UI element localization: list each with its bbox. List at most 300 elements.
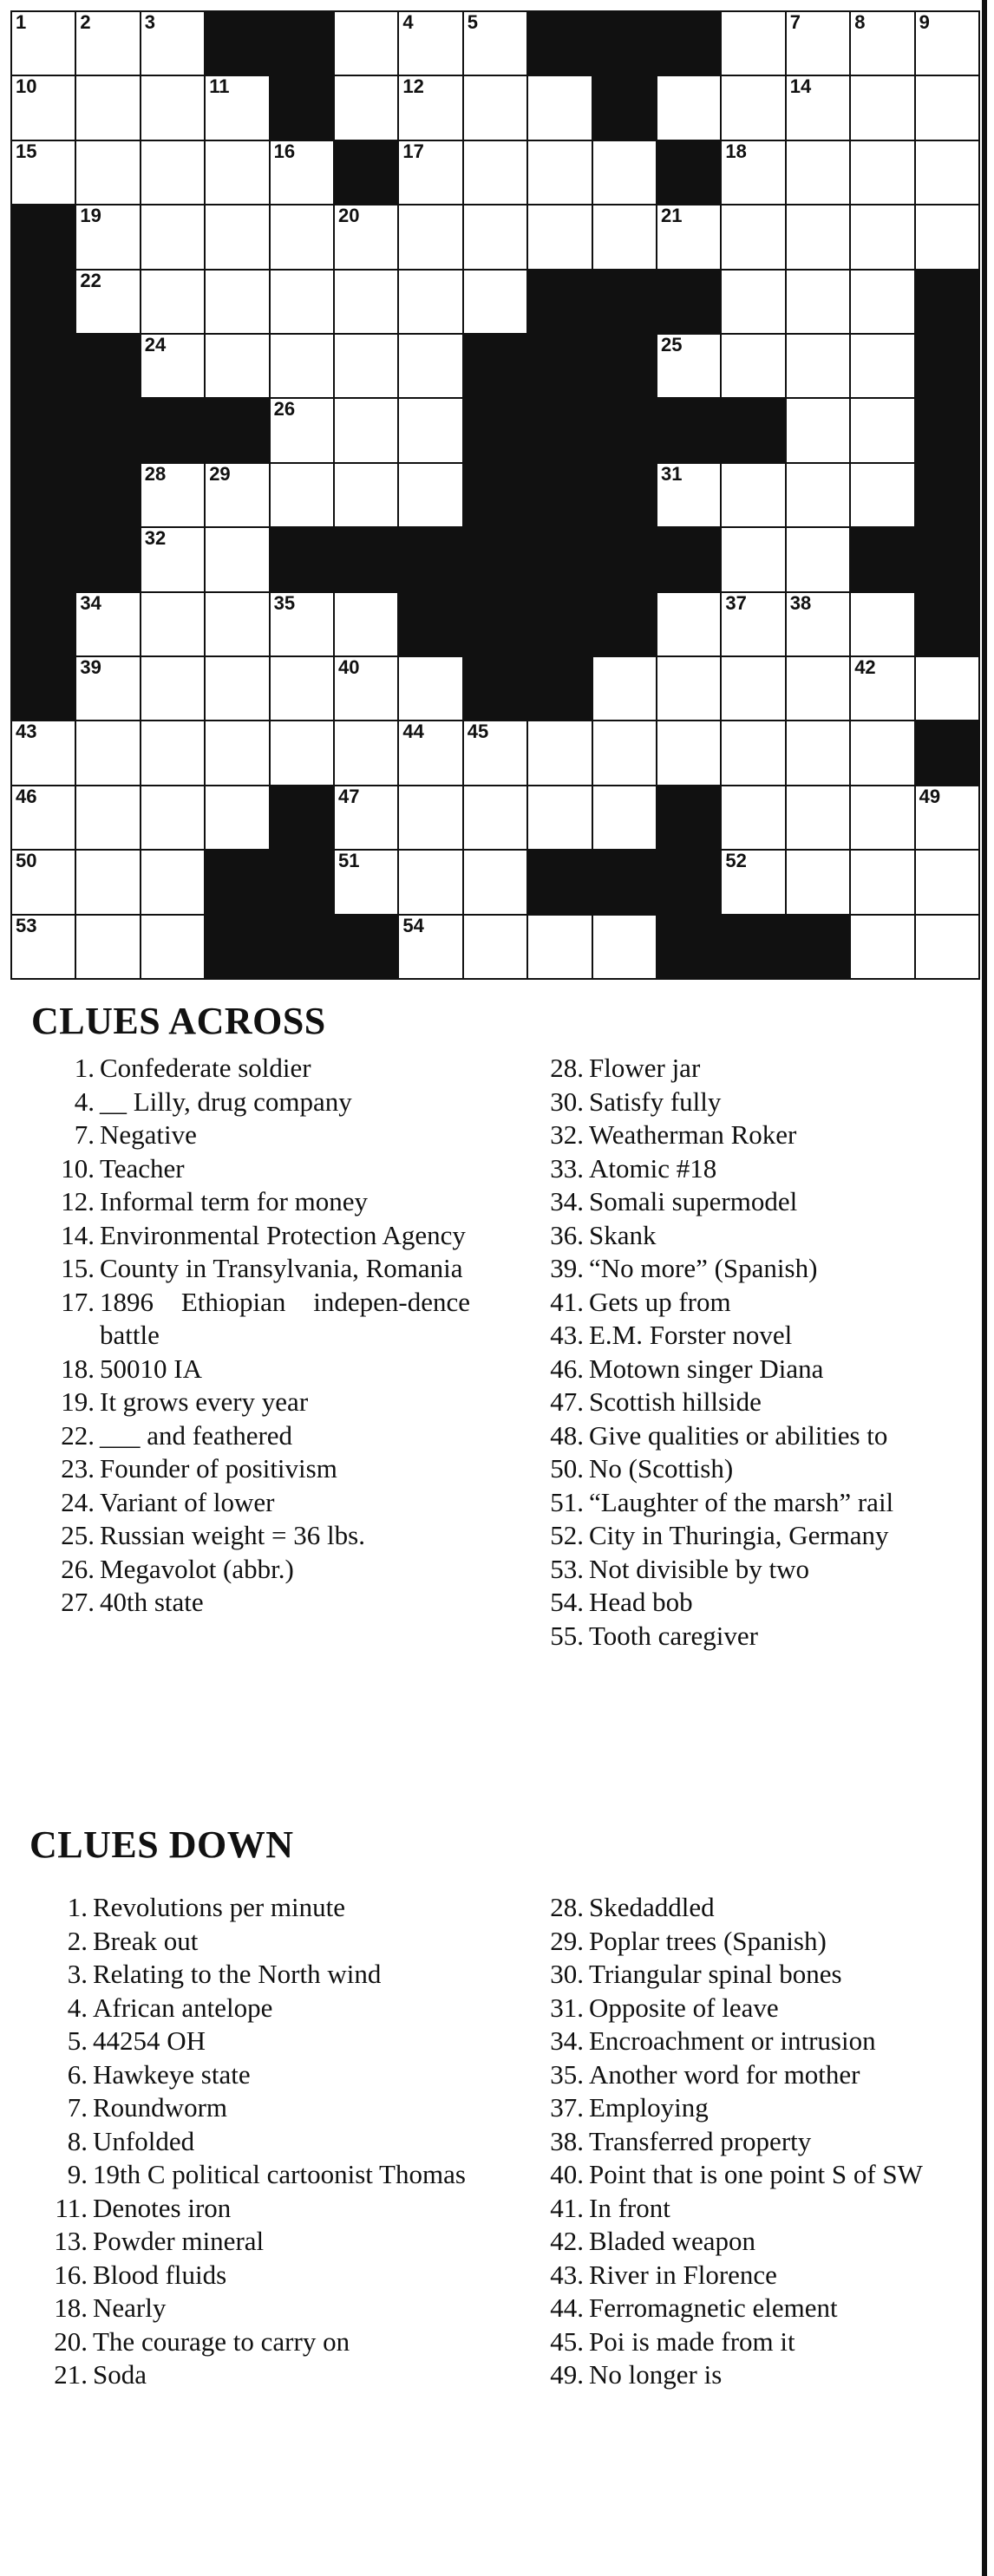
grid-cell[interactable] xyxy=(851,335,913,397)
clue-item xyxy=(520,1086,976,1119)
clue-number-label: 28. xyxy=(550,1053,584,1083)
clue-item xyxy=(24,2192,470,2226)
clue-number: 29 xyxy=(209,462,231,485)
grid-block xyxy=(335,916,397,978)
grid-cell[interactable] xyxy=(851,721,913,784)
grid-cell[interactable] xyxy=(76,851,139,913)
grid-cell[interactable] xyxy=(851,786,913,849)
grid-cell[interactable] xyxy=(76,721,139,784)
grid-block xyxy=(593,464,656,526)
grid-cell[interactable] xyxy=(787,657,849,720)
clue-number-label: 8. xyxy=(67,2125,88,2156)
grid-cell[interactable] xyxy=(141,205,204,268)
clue-number-label: 27. xyxy=(61,1587,95,1617)
grid-cell[interactable] xyxy=(464,786,526,849)
grid-cell[interactable] xyxy=(528,205,591,268)
grid-cell[interactable] xyxy=(141,335,204,397)
clue-text: __ Lilly, drug company xyxy=(100,1086,352,1117)
clue-text: Russian weight = 36 lbs. xyxy=(100,1520,365,1550)
grid-cell[interactable] xyxy=(528,141,591,204)
clue-number-label: 19. xyxy=(61,1386,95,1417)
clue-item xyxy=(31,1452,470,1486)
grid-block xyxy=(528,335,591,397)
clue-number-label: 1. xyxy=(74,1053,95,1083)
clue-text: Tooth caregiver xyxy=(589,1620,758,1651)
grid-cell[interactable] xyxy=(787,721,849,784)
grid-cell[interactable] xyxy=(916,657,978,720)
grid-cell[interactable] xyxy=(76,657,139,720)
grid-cell[interactable] xyxy=(787,593,849,655)
grid-cell[interactable] xyxy=(335,657,397,720)
grid-cell[interactable] xyxy=(722,205,784,268)
grid-cell[interactable] xyxy=(206,464,268,526)
clue-number-label: 10. xyxy=(61,1152,95,1184)
grid-cell[interactable] xyxy=(141,528,204,590)
grid-cell[interactable] xyxy=(206,786,268,849)
clue-text: Informal term for money xyxy=(100,1186,369,1216)
grid-cell[interactable] xyxy=(851,657,913,720)
grid-cell[interactable] xyxy=(787,205,849,268)
clue-item xyxy=(520,1891,976,1925)
grid-cell[interactable] xyxy=(593,786,656,849)
clue-number-label: 3. xyxy=(67,1959,88,1989)
grid-cell[interactable] xyxy=(141,76,204,139)
grid-cell[interactable] xyxy=(76,786,139,849)
grid-cell[interactable] xyxy=(787,464,849,526)
grid-cell[interactable] xyxy=(335,399,397,461)
grid-cell[interactable] xyxy=(12,12,75,75)
grid-cell[interactable] xyxy=(335,12,397,75)
grid-cell[interactable] xyxy=(399,399,461,461)
grid-cell[interactable] xyxy=(787,12,849,75)
grid-cell[interactable] xyxy=(76,205,139,268)
grid-cell[interactable] xyxy=(335,593,397,655)
grid-cell[interactable] xyxy=(399,335,461,397)
grid-cell[interactable] xyxy=(593,657,656,720)
clue-text: Triangular spinal bones xyxy=(589,1959,842,1989)
grid-cell[interactable] xyxy=(464,76,526,139)
clue-text: Scottish hillside xyxy=(589,1386,762,1417)
clue-item xyxy=(520,2325,976,2359)
grid-cell[interactable] xyxy=(464,271,526,333)
grid-cell[interactable] xyxy=(916,916,978,978)
grid-cell[interactable] xyxy=(335,721,397,784)
clue-text: Powder mineral xyxy=(93,2226,265,2256)
grid-block xyxy=(657,786,720,849)
clue-item xyxy=(24,2091,470,2125)
grid-cell[interactable] xyxy=(787,76,849,139)
clue-item xyxy=(520,1219,976,1253)
grid-cell[interactable] xyxy=(528,76,591,139)
down-clues-left xyxy=(24,1891,470,2392)
clue-number: 32 xyxy=(144,527,167,550)
grid-block xyxy=(464,528,526,590)
grid-cell[interactable] xyxy=(399,205,461,268)
grid-cell[interactable] xyxy=(335,271,397,333)
grid-block xyxy=(657,271,720,333)
grid-block xyxy=(657,141,720,204)
grid-cell[interactable] xyxy=(593,916,656,978)
clue-text: Blood fluids xyxy=(93,2259,227,2290)
grid-cell[interactable] xyxy=(657,593,720,655)
clue-number: 37 xyxy=(725,591,747,614)
clue-number-label: 21. xyxy=(54,2359,88,2390)
grid-cell[interactable] xyxy=(12,916,75,978)
grid-cell[interactable] xyxy=(141,721,204,784)
clue-text: E.M. Forster novel xyxy=(589,1320,793,1350)
grid-cell[interactable] xyxy=(722,721,784,784)
clue-text: County in Transylvania, Romania xyxy=(100,1253,463,1283)
grid-cell[interactable] xyxy=(206,721,268,784)
grid-block xyxy=(916,271,978,333)
clue-text: Transferred property xyxy=(589,2125,812,2156)
grid-block xyxy=(76,464,139,526)
grid-cell[interactable] xyxy=(12,76,75,139)
clue-text: Environmental Protection Agency xyxy=(100,1219,466,1250)
grid-cell[interactable] xyxy=(399,76,461,139)
clue-number-label: 6. xyxy=(67,2058,88,2090)
grid-block xyxy=(271,528,333,590)
grid-cell[interactable] xyxy=(399,464,461,526)
grid-cell[interactable] xyxy=(787,271,849,333)
clue-text: River in Florence xyxy=(589,2259,777,2290)
clue-item xyxy=(31,1553,470,1587)
grid-cell[interactable] xyxy=(76,916,139,978)
grid-cell[interactable] xyxy=(787,786,849,849)
grid-cell[interactable] xyxy=(206,335,268,397)
grid-cell[interactable] xyxy=(335,786,397,849)
clue-number: 22 xyxy=(80,269,101,291)
grid-cell[interactable] xyxy=(141,916,204,978)
across-heading: CLUES ACROSS xyxy=(31,1000,326,1042)
clue-item xyxy=(520,1586,976,1620)
clue-number-label: 30. xyxy=(550,1086,584,1117)
grid-cell[interactable] xyxy=(851,205,913,268)
clue-number: 31 xyxy=(661,462,683,485)
grid-block xyxy=(12,528,75,590)
grid-cell[interactable] xyxy=(335,76,397,139)
grid-cell[interactable] xyxy=(206,657,268,720)
clue-text: The courage to carry on xyxy=(93,2325,350,2357)
clue-number-label: 15. xyxy=(61,1253,95,1283)
grid-cell[interactable] xyxy=(787,141,849,204)
grid-cell[interactable] xyxy=(851,141,913,204)
clue-number-label: 43. xyxy=(550,1320,584,1350)
grid-cell[interactable] xyxy=(335,464,397,526)
clue-number-label: 49. xyxy=(550,2359,584,2390)
grid-cell[interactable] xyxy=(593,205,656,268)
clue-text: Ferromagnetic element xyxy=(589,2292,838,2323)
grid-cell[interactable] xyxy=(916,12,978,75)
grid-cell[interactable] xyxy=(206,271,268,333)
clue-number-label: 20. xyxy=(54,2325,88,2357)
grid-cell[interactable] xyxy=(206,593,268,655)
grid-cell[interactable] xyxy=(593,721,656,784)
grid-cell[interactable] xyxy=(657,464,720,526)
grid-block xyxy=(271,76,333,139)
clue-number-label: 4. xyxy=(67,1992,88,2023)
grid-cell[interactable] xyxy=(271,399,333,461)
grid-cell[interactable] xyxy=(916,205,978,268)
grid-cell[interactable] xyxy=(851,593,913,655)
grid-cell[interactable] xyxy=(464,916,526,978)
grid-cell[interactable] xyxy=(399,721,461,784)
clue-number: 34 xyxy=(80,591,101,614)
grid-cell[interactable] xyxy=(851,399,913,461)
clue-number-label: 12. xyxy=(61,1186,95,1216)
grid-cell[interactable] xyxy=(335,335,397,397)
grid-cell[interactable] xyxy=(464,141,526,204)
grid-cell[interactable] xyxy=(12,141,75,204)
clue-item xyxy=(520,1553,976,1587)
grid-cell[interactable] xyxy=(528,786,591,849)
clue-number: 45 xyxy=(467,721,489,743)
grid-cell[interactable] xyxy=(657,657,720,720)
clue-number: 2 xyxy=(80,11,91,33)
grid-cell[interactable] xyxy=(271,657,333,720)
grid-cell[interactable] xyxy=(76,76,139,139)
grid-cell[interactable] xyxy=(657,76,720,139)
grid-cell[interactable] xyxy=(141,271,204,333)
clue-number-label: 47. xyxy=(550,1386,584,1417)
clue-number-label: 24. xyxy=(61,1486,95,1517)
clue-number: 47 xyxy=(338,785,360,807)
grid-cell[interactable] xyxy=(722,12,784,75)
grid-block xyxy=(206,916,268,978)
grid-cell[interactable] xyxy=(141,464,204,526)
clue-number: 18 xyxy=(725,140,747,162)
clue-number: 25 xyxy=(661,334,683,355)
clue-text: Confederate soldier xyxy=(100,1053,311,1083)
grid-cell[interactable] xyxy=(787,851,849,913)
clue-number-label: 51. xyxy=(550,1486,584,1517)
grid-cell[interactable] xyxy=(851,76,913,139)
clue-number-label: 48. xyxy=(550,1419,584,1451)
grid-cell[interactable] xyxy=(916,786,978,849)
clue-text: Weatherman Roker xyxy=(589,1119,797,1150)
grid-cell[interactable] xyxy=(12,851,75,913)
clue-number: 24 xyxy=(144,334,167,355)
clue-item xyxy=(31,1252,470,1286)
clue-item xyxy=(520,2091,976,2125)
grid-cell[interactable] xyxy=(851,851,913,913)
clue-item xyxy=(31,1486,470,1520)
grid-cell[interactable] xyxy=(528,721,591,784)
grid-cell[interactable] xyxy=(271,464,333,526)
clue-item xyxy=(520,1958,976,1992)
grid-cell[interactable] xyxy=(657,335,720,397)
clue-item xyxy=(520,2225,976,2259)
grid-cell[interactable] xyxy=(464,721,526,784)
grid-block xyxy=(206,399,268,461)
clue-text: Denotes iron xyxy=(93,2192,232,2223)
clue-number: 46 xyxy=(16,785,37,807)
grid-cell[interactable] xyxy=(399,12,461,75)
grid-cell[interactable] xyxy=(528,916,591,978)
grid-cell[interactable] xyxy=(787,528,849,590)
grid-cell[interactable] xyxy=(206,205,268,268)
clue-number: 11 xyxy=(209,75,230,98)
clue-number-label: 18. xyxy=(54,2292,88,2323)
grid-block xyxy=(12,205,75,268)
clue-number: 21 xyxy=(661,205,683,227)
clue-item xyxy=(520,1152,976,1186)
clue-item xyxy=(31,1052,470,1086)
grid-block xyxy=(464,657,526,720)
clue-number-label: 17. xyxy=(61,1286,95,1317)
down-clues-right xyxy=(520,1891,976,2392)
grid-block xyxy=(528,528,591,590)
grid-block xyxy=(12,464,75,526)
grid-cell[interactable] xyxy=(141,657,204,720)
grid-cell[interactable] xyxy=(141,141,204,204)
clue-number: 54 xyxy=(402,914,424,936)
grid-cell[interactable] xyxy=(722,593,784,655)
clue-text: 44254 OH xyxy=(93,2025,206,2056)
clue-text: Founder of positivism xyxy=(100,1453,337,1484)
clue-number-label: 28. xyxy=(550,1892,584,1922)
clue-item xyxy=(520,1992,976,2025)
clue-number: 49 xyxy=(919,785,941,807)
clue-text: Atomic #18 xyxy=(589,1152,717,1184)
grid-cell[interactable] xyxy=(464,205,526,268)
grid-cell[interactable] xyxy=(399,141,461,204)
grid-cell[interactable] xyxy=(76,271,139,333)
clue-number-label: 53. xyxy=(550,1553,584,1584)
clue-number-label: 52. xyxy=(550,1520,584,1550)
grid-block xyxy=(12,335,75,397)
grid-cell[interactable] xyxy=(76,593,139,655)
grid-cell[interactable] xyxy=(206,528,268,590)
grid-cell[interactable] xyxy=(399,657,461,720)
clue-number-label: 34. xyxy=(550,1186,584,1216)
grid-cell[interactable] xyxy=(722,76,784,139)
grid-cell[interactable] xyxy=(593,141,656,204)
grid-block xyxy=(206,851,268,913)
grid-cell[interactable] xyxy=(141,851,204,913)
grid-cell[interactable] xyxy=(141,593,204,655)
grid-cell[interactable] xyxy=(271,593,333,655)
grid-block xyxy=(916,335,978,397)
clue-number: 51 xyxy=(338,850,360,872)
grid-cell[interactable] xyxy=(76,141,139,204)
grid-cell[interactable] xyxy=(141,12,204,75)
grid-block xyxy=(657,528,720,590)
grid-cell[interactable] xyxy=(851,12,913,75)
clue-number-label: 36. xyxy=(550,1219,584,1250)
grid-cell[interactable] xyxy=(722,271,784,333)
clue-item xyxy=(520,2125,976,2159)
grid-block xyxy=(12,593,75,655)
grid-cell[interactable] xyxy=(916,851,978,913)
crossword-grid xyxy=(10,10,980,980)
clue-item xyxy=(520,1620,976,1653)
clue-item xyxy=(24,2292,470,2325)
clue-number: 43 xyxy=(16,721,37,743)
grid-cell[interactable] xyxy=(657,205,720,268)
grid-cell[interactable] xyxy=(399,916,461,978)
clue-text: Point that is one point S of SW xyxy=(589,2159,923,2189)
clue-number-label: 34. xyxy=(550,2025,584,2056)
clue-number: 39 xyxy=(80,656,101,678)
grid-cell[interactable] xyxy=(464,12,526,75)
grid-block xyxy=(528,593,591,655)
clue-text: Hawkeye state xyxy=(93,2058,251,2090)
clue-number-label: 1. xyxy=(67,1892,88,1922)
grid-block xyxy=(916,721,978,784)
grid-cell[interactable] xyxy=(722,657,784,720)
clue-number-label: 4. xyxy=(74,1086,95,1117)
grid-cell[interactable] xyxy=(722,464,784,526)
grid-cell[interactable] xyxy=(722,851,784,913)
clue-number: 52 xyxy=(725,850,747,872)
clue-item xyxy=(520,1252,976,1286)
clue-text: Unfolded xyxy=(93,2125,195,2156)
clue-text: Skedaddled xyxy=(589,1892,715,1922)
grid-cell[interactable] xyxy=(787,399,849,461)
grid-cell[interactable] xyxy=(271,271,333,333)
grid-cell[interactable] xyxy=(722,141,784,204)
grid-cell[interactable] xyxy=(271,205,333,268)
grid-cell[interactable] xyxy=(916,76,978,139)
grid-block xyxy=(593,12,656,75)
grid-cell[interactable] xyxy=(399,851,461,913)
grid-cell[interactable] xyxy=(141,786,204,849)
grid-cell[interactable] xyxy=(12,786,75,849)
grid-block xyxy=(593,851,656,913)
grid-cell[interactable] xyxy=(851,464,913,526)
grid-cell[interactable] xyxy=(399,786,461,849)
grid-cell[interactable] xyxy=(657,721,720,784)
grid-block xyxy=(76,399,139,461)
grid-cell[interactable] xyxy=(851,271,913,333)
grid-cell[interactable] xyxy=(206,76,268,139)
grid-cell[interactable] xyxy=(206,141,268,204)
grid-cell[interactable] xyxy=(916,141,978,204)
grid-block xyxy=(528,271,591,333)
grid-block xyxy=(76,528,139,590)
clue-item xyxy=(31,1086,470,1119)
clue-item xyxy=(520,1419,976,1453)
grid-cell[interactable] xyxy=(335,205,397,268)
clue-text: 50010 IA xyxy=(100,1353,202,1384)
grid-cell[interactable] xyxy=(271,721,333,784)
clue-number: 10 xyxy=(16,75,37,98)
grid-cell[interactable] xyxy=(335,851,397,913)
clue-number: 14 xyxy=(789,75,812,98)
grid-cell[interactable] xyxy=(722,528,784,590)
clue-number-label: 13. xyxy=(54,2226,88,2256)
clue-number-label: 31. xyxy=(550,1992,584,2023)
clue-number: 12 xyxy=(402,75,424,98)
grid-cell[interactable] xyxy=(271,335,333,397)
clue-number: 15 xyxy=(16,140,37,162)
grid-cell[interactable] xyxy=(722,335,784,397)
grid-cell[interactable] xyxy=(271,141,333,204)
grid-cell[interactable] xyxy=(12,721,75,784)
clue-number: 17 xyxy=(402,140,424,162)
grid-cell[interactable] xyxy=(399,271,461,333)
grid-cell[interactable] xyxy=(851,916,913,978)
clue-item xyxy=(520,1486,976,1520)
grid-cell[interactable] xyxy=(722,786,784,849)
grid-cell[interactable] xyxy=(464,851,526,913)
grid-cell[interactable] xyxy=(76,12,139,75)
clue-item xyxy=(24,2358,470,2392)
clue-item xyxy=(520,2158,976,2192)
grid-cell[interactable] xyxy=(787,335,849,397)
clue-number-label: 37. xyxy=(550,2092,584,2123)
